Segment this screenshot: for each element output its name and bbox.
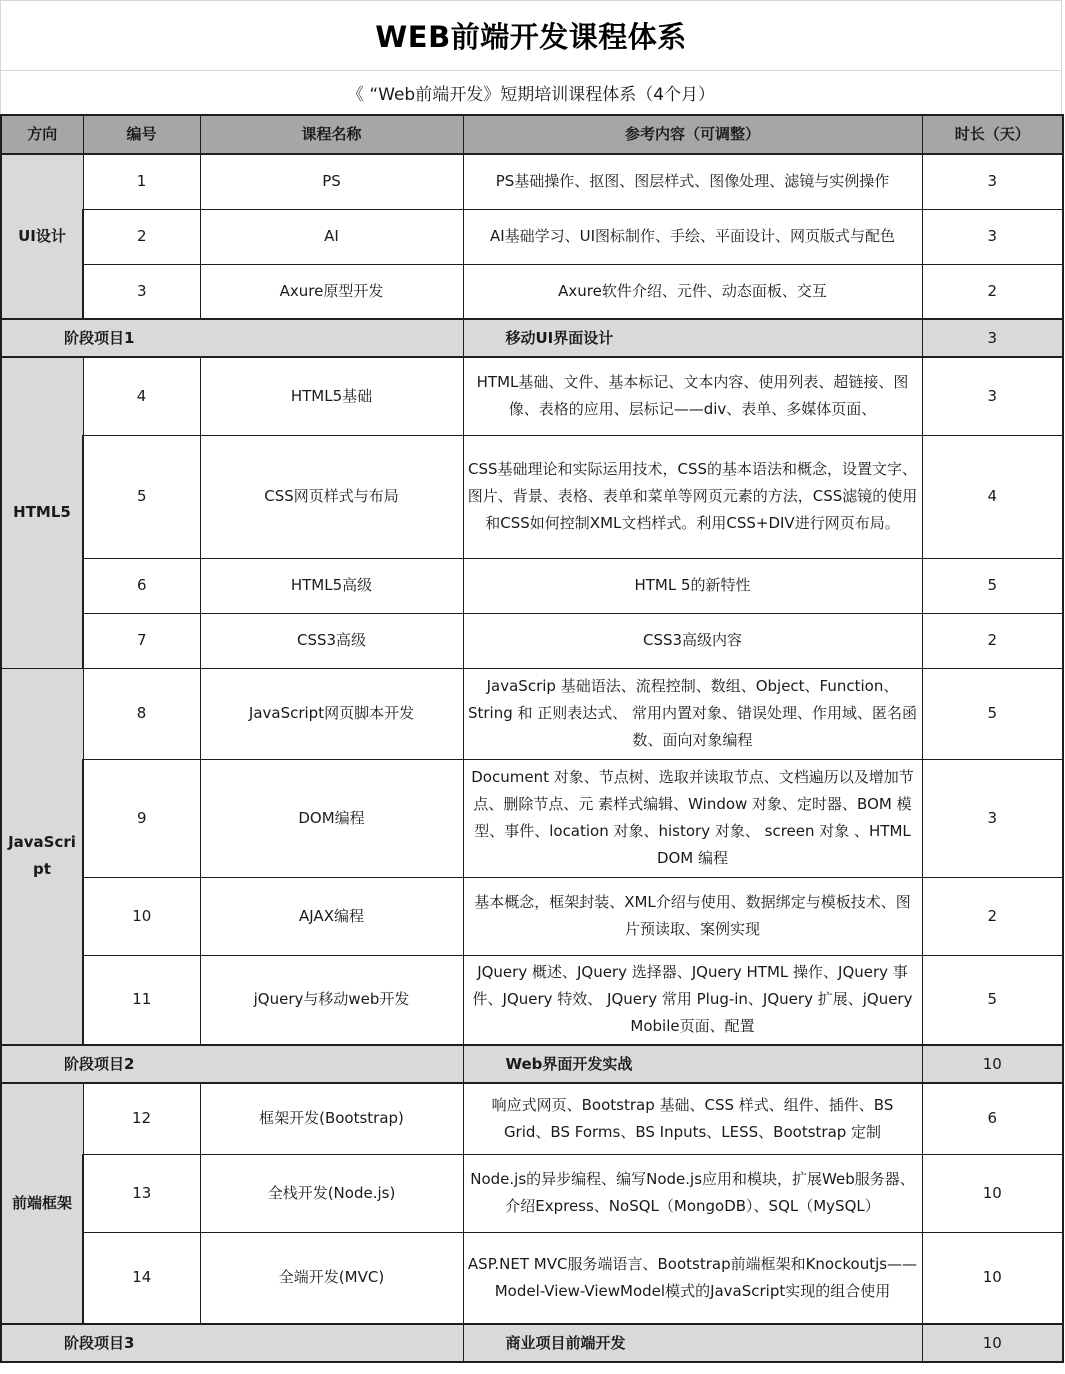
table-row [1, 435, 1063, 558]
course-content: Document 对象、节点树、选取并读取节点、文档遍历以及增加节点、删除节点、元 素样式编辑、Window 对象、定时器、BOM 模型、事件、location 对象、history 对象、 screen 对象 、HTML DOM 编程 [463, 759, 922, 877]
course-content: CSS3高级内容 [463, 613, 922, 668]
stage-name: Web界面开发实战 [463, 1045, 922, 1083]
course-days: 2 [922, 613, 1063, 668]
stage-name: 移动UI界面设计 [463, 319, 922, 357]
course-number: 7 [83, 613, 200, 668]
table-row [1, 1083, 1063, 1154]
table-row [1, 1232, 1063, 1324]
course-number: 10 [83, 877, 200, 955]
table-row [1, 154, 1063, 209]
course-days: 3 [922, 209, 1063, 264]
course-name: CSS网页样式与布局 [200, 435, 463, 558]
course-content: Node.js的异步编程、编写Node.js应用和模块，扩展Web服务器、介绍Express、NoSQL（MongoDB）、SQL（MySQL） [463, 1154, 922, 1232]
course-number: 12 [83, 1083, 200, 1154]
title-box [0, 0, 1062, 71]
course-content: 响应式网页、Bootstrap 基础、CSS 样式、组件、插件、BS Grid、BS Forms、BS Inputs、LESS、Bootstrap 定制 [463, 1083, 922, 1154]
course-number: 11 [83, 955, 200, 1045]
table-row [1, 955, 1063, 1045]
stage-row [1, 319, 1063, 357]
page-subtitle: 《 “Web前端开发》短期培训课程体系（4个月） [346, 85, 716, 105]
table-row [1, 668, 1063, 759]
table-row [1, 264, 1063, 319]
course-days: 5 [922, 558, 1063, 613]
course-days: 10 [922, 1154, 1063, 1232]
course-content: JQuery 概述、JQuery 选择器、JQuery HTML 操作、JQuery 事件、JQuery 特效、 JQuery 常用 Plug-in、JQuery 扩展、jQuery Mobile页面、配置 [463, 955, 922, 1045]
table-row [1, 558, 1063, 613]
header-content: 参考内容（可调整） [463, 115, 922, 154]
direction-cell: 前端框架 [1, 1083, 83, 1324]
stage-row [1, 1045, 1063, 1083]
stage-row [1, 1324, 1063, 1362]
direction-cell: JavaScript [1, 668, 83, 1045]
course-days: 5 [922, 955, 1063, 1045]
table-row [1, 209, 1063, 264]
course-days: 3 [922, 357, 1063, 435]
course-content: JavaScrip 基础语法、流程控制、数组、Object、Function、String 和 正则表达式、 常用内置对象、错误处理、作用域、匿名函数、面向对象编程 [463, 668, 922, 759]
course-name: AI [200, 209, 463, 264]
course-days: 4 [922, 435, 1063, 558]
course-content: Axure软件介绍、元件、动态面板、交互 [463, 264, 922, 319]
course-name: DOM编程 [200, 759, 463, 877]
course-days: 6 [922, 1083, 1063, 1154]
course-name: PS [200, 154, 463, 209]
table-row [1, 613, 1063, 668]
header-duration: 时长（天） [922, 115, 1063, 154]
course-number: 14 [83, 1232, 200, 1324]
stage-days: 10 [922, 1045, 1063, 1083]
course-name: AJAX编程 [200, 877, 463, 955]
course-days: 5 [922, 668, 1063, 759]
stage-label: 阶段项目3 [1, 1324, 463, 1362]
subtitle-box [0, 71, 1062, 114]
course-name: 全端开发(MVC) [200, 1232, 463, 1324]
course-days: 3 [922, 154, 1063, 209]
course-days: 10 [922, 1232, 1063, 1324]
course-content: AI基础学习、UI图标制作、手绘、平面设计、网页版式与配色 [463, 209, 922, 264]
stage-days: 10 [922, 1324, 1063, 1362]
course-number: 9 [83, 759, 200, 877]
course-number: 3 [83, 264, 200, 319]
course-days: 2 [922, 264, 1063, 319]
course-content: 基本概念，框架封装、XML介绍与使用、数据绑定与模板技术、图片预读取、案例实现 [463, 877, 922, 955]
course-content: HTML基础、文件、基本标记、文本内容、使用列表、超链接、图像、表格的应用、层标记——div、表单、多媒体页面、 [463, 357, 922, 435]
course-name: 框架开发(Bootstrap) [200, 1083, 463, 1154]
stage-days: 3 [922, 319, 1063, 357]
course-name: CSS3高级 [200, 613, 463, 668]
table-row [1, 759, 1063, 877]
stage-label: 阶段项目1 [1, 319, 463, 357]
course-number: 4 [83, 357, 200, 435]
table-row [1, 877, 1063, 955]
curriculum-table [0, 114, 1064, 1363]
course-name: Axure原型开发 [200, 264, 463, 319]
stage-label: 阶段项目2 [1, 1045, 463, 1083]
course-number: 1 [83, 154, 200, 209]
course-name: jQuery与移动web开发 [200, 955, 463, 1045]
course-number: 6 [83, 558, 200, 613]
course-content: PS基础操作、抠图、图层样式、图像处理、滤镜与实例操作 [463, 154, 922, 209]
direction-cell: UI设计 [1, 154, 83, 319]
course-days: 2 [922, 877, 1063, 955]
course-number: 2 [83, 209, 200, 264]
course-name: HTML5高级 [200, 558, 463, 613]
course-name: HTML5基础 [200, 357, 463, 435]
course-name: JavaScript网页脚本开发 [200, 668, 463, 759]
header-row [1, 115, 1063, 154]
course-content: HTML 5的新特性 [463, 558, 922, 613]
page-title: WEB前端开发课程体系 [375, 20, 687, 54]
course-number: 5 [83, 435, 200, 558]
table-row [1, 357, 1063, 435]
course-number: 8 [83, 668, 200, 759]
direction-cell: HTML5 [1, 357, 83, 668]
course-days: 3 [922, 759, 1063, 877]
table-row [1, 1154, 1063, 1232]
course-name: 全栈开发(Node.js) [200, 1154, 463, 1232]
header-direction: 方向 [1, 115, 83, 154]
course-number: 13 [83, 1154, 200, 1232]
stage-name: 商业项目前端开发 [463, 1324, 922, 1362]
header-course-name: 课程名称 [200, 115, 463, 154]
course-content: CSS基础理论和实际运用技术，CSS的基本语法和概念，设置文字、图片、背景、表格、表单和菜单等网页元素的方法，CSS滤镜的使用和CSS如何控制XML文档样式。利用CSS+DIV进行网页布局。 [463, 435, 922, 558]
course-content: ASP.NET MVC服务端语言、Bootstrap前端框架和Knockoutjs——Model-View-ViewModel模式的JavaScript实现的组合使用 [463, 1232, 922, 1324]
header-number: 编号 [83, 115, 200, 154]
